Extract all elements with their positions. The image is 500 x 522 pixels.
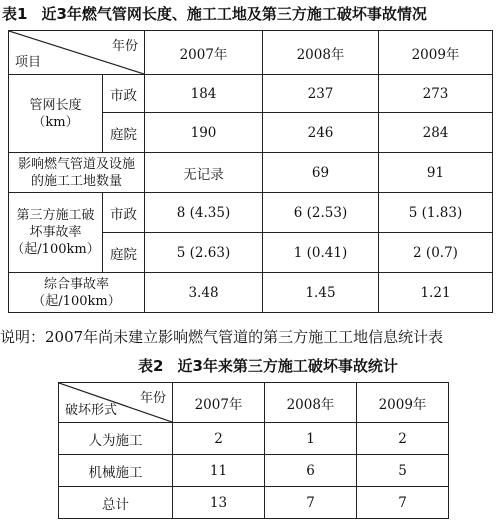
accident-rate-sub-municipal: 市政	[103, 193, 145, 233]
table-cell: 6 (2.53)	[263, 193, 379, 233]
overall-rate-label-line1: 综合事故率	[43, 276, 109, 292]
table-cell: 11	[173, 455, 265, 487]
table2-header-row	[59, 383, 449, 423]
pipe-length-label	[9, 75, 103, 153]
table-cell: 13	[173, 487, 265, 519]
table-cell: 2 (0.7)	[379, 233, 493, 273]
sites-label	[9, 153, 145, 193]
table-cell: 1.21	[379, 273, 493, 313]
accident-rate-label-line1: 第三方施工破	[16, 208, 95, 223]
table1-note: 说明：2007年尚未建立影响燃气管道的第三方施工工地信息统计表	[0, 328, 444, 346]
table1-header-item: 项目	[15, 55, 42, 70]
row-label: 人为施工	[59, 423, 173, 455]
table2-year-2009: 2009年	[357, 383, 449, 423]
table-cell: 5	[357, 455, 449, 487]
table-cell: 284	[379, 113, 493, 153]
accident-rate-label	[9, 193, 103, 273]
table-row	[59, 487, 449, 519]
row-label: 机械施工	[59, 455, 173, 487]
table-cell: 无记录	[145, 153, 263, 193]
table2-year-2008: 2008年	[265, 383, 357, 423]
table-cell: 246	[263, 113, 379, 153]
pipe-length-sub-courtyard: 庭院	[103, 113, 145, 153]
table-cell: 2	[357, 423, 449, 455]
table1-header-year: 年份	[111, 39, 138, 54]
table2-header-form: 破坏形式	[65, 403, 118, 418]
row-label: 总计	[59, 487, 173, 519]
accident-rate-sub-courtyard: 庭院	[103, 233, 145, 273]
table-cell: 1.45	[263, 273, 379, 313]
table-row	[9, 75, 493, 113]
table2-year-2007: 2007年	[173, 383, 265, 423]
table1-header-row	[9, 31, 493, 75]
sites-label-line1: 影响燃气管道及设施	[17, 156, 135, 172]
table-cell: 91	[379, 153, 493, 193]
table-cell: 237	[263, 75, 379, 113]
accident-rate-label-line2: 坏事故率	[29, 225, 82, 240]
table-cell: 190	[145, 113, 263, 153]
table-cell: 184	[145, 75, 263, 113]
table-cell: 5 (2.63)	[145, 233, 263, 273]
table-row	[9, 153, 493, 193]
table1-year-2007: 2007年	[145, 31, 263, 75]
sites-label-line2: 的施工工地数量	[30, 173, 122, 189]
table-cell: 6	[265, 455, 357, 487]
table1-year-2009: 2009年	[379, 31, 493, 75]
table-row	[59, 423, 449, 455]
table-cell: 1	[265, 423, 357, 455]
accident-rate-label-line3: （起/100km）	[11, 242, 100, 257]
table1	[8, 30, 493, 313]
table-cell: 3.48	[145, 273, 263, 313]
table2-number: 表2	[138, 357, 164, 375]
pipe-length-label-line1: 管网长度	[29, 97, 82, 113]
table1-number: 表1	[2, 5, 28, 23]
table1-caption	[2, 3, 427, 24]
table-cell: 1 (0.41)	[263, 233, 379, 273]
table-cell: 8 (4.35)	[145, 193, 263, 233]
table-row	[9, 193, 493, 233]
pipe-length-label-line2: （km）	[32, 114, 79, 130]
table2-corner-header	[59, 383, 173, 423]
table-cell: 7	[265, 487, 357, 519]
table-cell: 273	[379, 75, 493, 113]
table-cell: 7	[357, 487, 449, 519]
pipe-length-sub-municipal: 市政	[103, 75, 145, 113]
table1-title: 近3年燃气管网长度、施工工地及第三方施工破坏事故情况	[41, 5, 427, 23]
overall-rate-label-line2: （起/100km）	[32, 293, 121, 309]
table-cell: 69	[263, 153, 379, 193]
table2-header-year: 年份	[139, 391, 166, 406]
table-cell: 5 (1.83)	[379, 193, 493, 233]
table2	[58, 382, 449, 519]
table1-corner-header	[9, 31, 145, 75]
overall-rate-label	[9, 273, 145, 313]
table1-year-2008: 2008年	[263, 31, 379, 75]
table2-caption	[138, 355, 398, 376]
table2-title: 近3年来第三方施工破坏事故统计	[177, 357, 398, 375]
table-row	[9, 273, 493, 313]
table-row	[59, 455, 449, 487]
table-cell: 2	[173, 423, 265, 455]
